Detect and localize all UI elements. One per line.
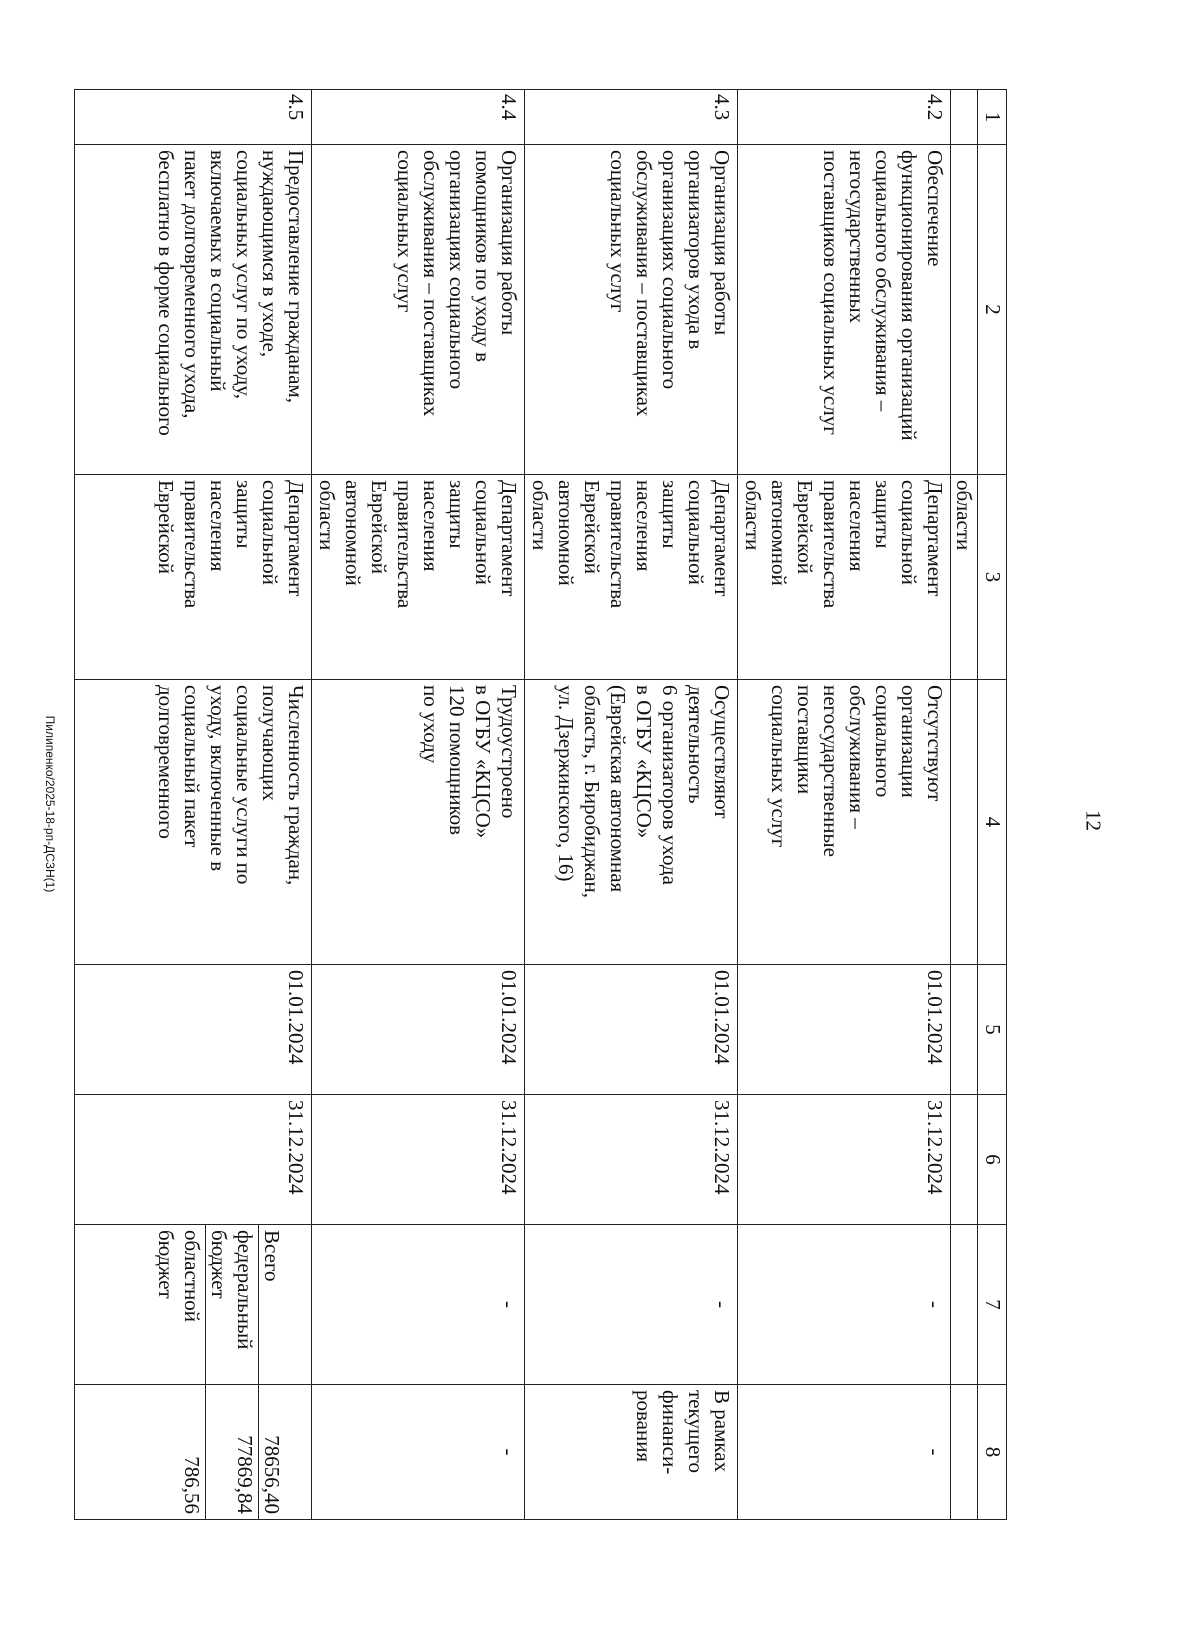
end-date-cell: 31.12.2024 xyxy=(312,1095,525,1225)
table-row xyxy=(525,90,738,1520)
start-date-cell: 01.01.2024 xyxy=(738,965,951,1095)
executor-cell: Департамент социальной защиты населения правительства Еврейской автономной области xyxy=(525,475,738,680)
financing-source: Всего xyxy=(258,1225,285,1384)
measure-cell: Организация работы организаторов ухода в организациях социального обслуживания – поставщиках социальных услуг xyxy=(525,145,738,475)
financing-sources xyxy=(153,1225,285,1384)
row-number: 4.4 xyxy=(312,90,525,145)
header-cell: 4 xyxy=(978,680,1007,965)
result-cell: Численность граждан, получающих социальные услуги по уходу, включенные в социальный пакет долговременного xyxy=(75,680,312,965)
executor-cell: Департамент социальной защиты населения правительства Еврейской автономной области xyxy=(738,475,951,680)
result-cell: Осуществляют деятельность 6 организаторов ухода в ОГБУ «КЦСО» (Еврейская автономная область, г. Биробиджан, ул. Дзержинского, 16) xyxy=(525,680,738,965)
measure-cell: Организация работы помощников по уходу в организациях социального обслуживания – поставщиках социальных услуг xyxy=(312,145,525,475)
rotated-table-container xyxy=(117,89,1007,1519)
continuation-executor: области xyxy=(951,475,978,680)
header-cell: 5 xyxy=(978,965,1007,1095)
table-row xyxy=(738,90,951,1520)
row-number: 4.3 xyxy=(525,90,738,145)
header-cell: 1 xyxy=(978,90,1007,145)
financing-amount: 77869,84 xyxy=(205,1385,258,1519)
amount-cell: - xyxy=(738,1385,951,1520)
end-date-cell: 31.12.2024 xyxy=(525,1095,738,1225)
amount-cell: - xyxy=(312,1385,525,1520)
row-number: 4.5 xyxy=(75,90,312,145)
continuation-row xyxy=(951,90,978,1520)
financing-amounts xyxy=(179,1385,285,1519)
source-cell xyxy=(75,1225,312,1385)
end-date-cell: 31.12.2024 xyxy=(738,1095,951,1225)
measures-table xyxy=(74,89,1007,1520)
financing-source: областной бюджет xyxy=(154,1230,204,1322)
table-row xyxy=(75,90,312,1520)
footer-text: Пилипенко/2025-18-рп-ДСЗН(1) xyxy=(43,715,57,893)
measure-cell: Предоставление гражданам, нуждающимся в уходе, социальных услуг по уходу, включаемых в социальный пакет долговременного ухода, бесплатно в форме социального xyxy=(75,145,312,475)
header-cell: 6 xyxy=(978,1095,1007,1225)
header-cell: 7 xyxy=(978,1225,1007,1385)
financing-amount: 78656,40 xyxy=(258,1385,285,1519)
header-row xyxy=(978,90,1007,1520)
amount-cell: В рамках текущего финанси- рования xyxy=(525,1385,738,1520)
table-row xyxy=(312,90,525,1520)
source-cell: - xyxy=(312,1225,525,1385)
page-number: 12 xyxy=(1081,810,1106,831)
source-cell: - xyxy=(738,1225,951,1385)
financing-source: федеральный бюджет xyxy=(205,1225,258,1384)
end-date-cell: 31.12.2024 xyxy=(75,1095,312,1225)
executor-cell: Департамент социальной защиты населения правительства Еврейской xyxy=(75,475,312,680)
amount-cell xyxy=(75,1385,312,1520)
header-cell: 3 xyxy=(978,475,1007,680)
header-cell: 2 xyxy=(978,145,1007,475)
result-cell: Трудоустроено в ОГБУ «КЦСО» 120 помощников по уходу xyxy=(312,680,525,965)
measure-cell: Обеспечение функционирования организаций социального обслуживания – негосударственных поставщиков социальных услуг xyxy=(738,145,951,475)
financing-amount: 786,56 xyxy=(180,1456,204,1514)
start-date-cell: 01.01.2024 xyxy=(525,965,738,1095)
source-cell: - xyxy=(525,1225,738,1385)
header-cell: 8 xyxy=(978,1385,1007,1520)
row-number: 4.2 xyxy=(738,90,951,145)
result-cell: Отсутствуют организации социального обслуживания – негосударственные поставщики социальных услуг xyxy=(738,680,951,965)
start-date-cell: 01.01.2024 xyxy=(75,965,312,1095)
start-date-cell: 01.01.2024 xyxy=(312,965,525,1095)
executor-cell: Департамент социальной защиты населения правительства Еврейской автономной области xyxy=(312,475,525,680)
